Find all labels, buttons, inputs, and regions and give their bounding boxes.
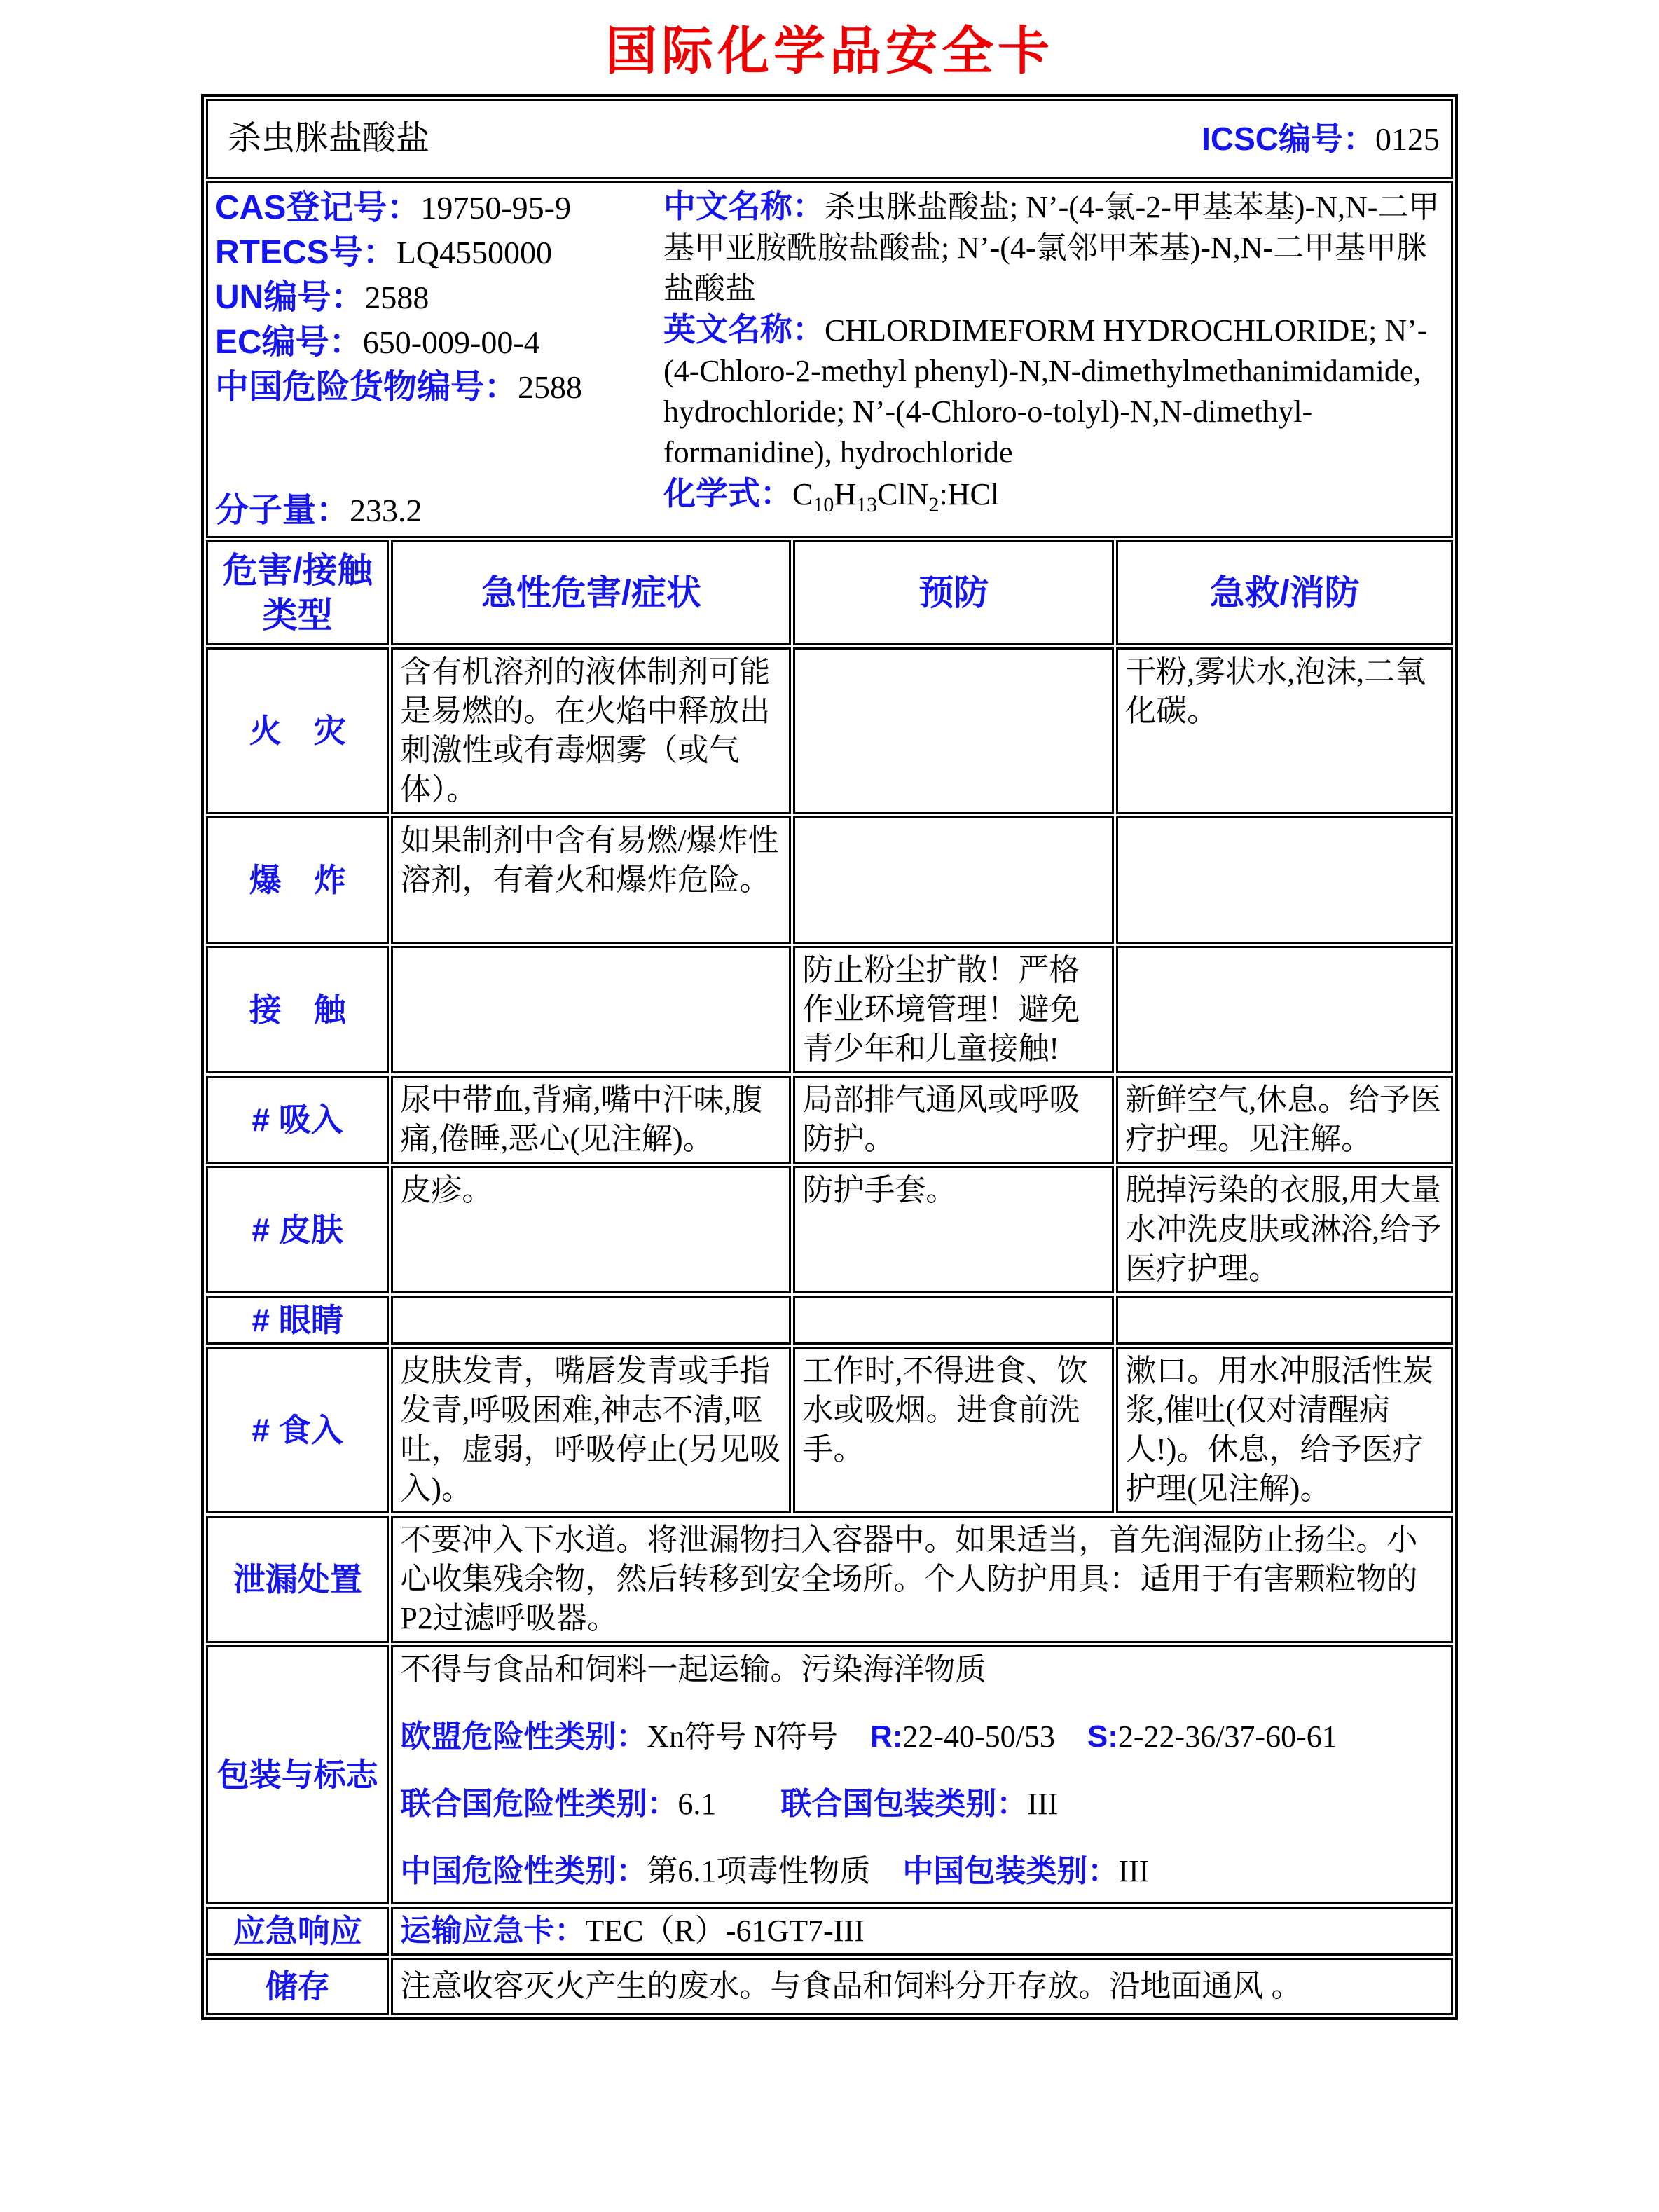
- substance-header-cell: [206, 99, 1453, 179]
- registry-fields: [215, 186, 663, 410]
- chinese-name-line: [663, 186, 1444, 309]
- storage-label: 储存: [206, 1958, 389, 2015]
- icsc-number: 0125: [1375, 121, 1440, 157]
- hazard-type-exposure: 接 触: [206, 946, 389, 1073]
- rtecs-value: LQ4550000: [396, 235, 553, 270]
- skin-prevention: 防护手套。: [793, 1166, 1114, 1293]
- names-block: [663, 186, 1444, 533]
- registry-numbers-block: [215, 186, 663, 533]
- hazard-row-skin: [206, 1166, 1453, 1293]
- eu-classification-line: [400, 1717, 1444, 1757]
- icsc-number-group: [1202, 119, 1444, 159]
- hazard-row-explosion: [206, 816, 1453, 944]
- packaging-label: 包装与标志: [206, 1645, 389, 1904]
- formula-subscript: 13: [856, 493, 878, 516]
- formula-part: ClN: [877, 477, 929, 511]
- page-title: 国际化学品安全卡: [605, 21, 1054, 81]
- un-class-value: 6.1: [677, 1787, 717, 1821]
- explosion-prevention: [793, 816, 1114, 944]
- inhalation-first-aid: 新鲜空气,休息。给予医疗护理。见注解。: [1116, 1076, 1453, 1164]
- hazard-type-explosion: 爆 炸: [206, 816, 389, 944]
- substance-header-row: [206, 99, 1453, 179]
- identification-layout: [215, 186, 1444, 533]
- chinese-name-value: 杀虫脒盐酸盐; N’-(4-氯-2-甲基苯基)-N,N-二甲基甲亚胺酰胺盐酸盐; N’-(4-氯邻甲苯基)-N,N-二甲基甲脒盐酸盐: [663, 190, 1440, 305]
- eu-class-value: Xn符号 N符号: [647, 1719, 838, 1754]
- formula-line: [663, 473, 1444, 525]
- inhalation-symptoms: 尿中带血,背痛,嘴中汗味,腹痛,倦睡,恶心(见注解)。: [391, 1076, 791, 1164]
- hazard-type-ingestion: # 食入: [206, 1347, 389, 1513]
- english-name-line: [663, 309, 1444, 473]
- eu-r-label: R:: [869, 1719, 903, 1754]
- rtecs-label: RTECS号：: [215, 234, 397, 271]
- eu-class-label: 欧盟危险性类别：: [400, 1719, 647, 1754]
- identification-row: [206, 181, 1453, 538]
- molecular-weight-value: 233.2: [350, 493, 422, 528]
- skin-first-aid: 脱掉污染的衣服,用大量水冲洗皮肤或淋浴,给予医疗护理。: [1116, 1166, 1453, 1293]
- molecular-weight-label: 分子量：: [215, 492, 350, 529]
- cn-class-value: 第6.1项毒性物质: [647, 1854, 871, 1888]
- chinese-name-label: 中文名称：: [663, 188, 825, 224]
- formula-subscript: 10: [813, 493, 834, 516]
- un-pack-label: 联合国包装类别：: [780, 1787, 1028, 1821]
- packaging-content: [391, 1645, 1453, 1904]
- english-name-label: 英文名称：: [663, 311, 825, 348]
- transport-card-label: 运输应急卡：: [400, 1914, 586, 1948]
- hazard-table-header-row: [206, 540, 1453, 645]
- eyes-first-aid: [1116, 1296, 1453, 1345]
- un-label: UN编号：: [215, 279, 365, 316]
- rtecs-field: [215, 231, 663, 275]
- cn-class-label: 中国危险性类别：: [400, 1854, 647, 1888]
- hazard-row-fire: [206, 647, 1453, 814]
- fire-symptoms: 含有机溶剂的液体制剂可能是易燃的。在火焰中释放出刺激性或有毒烟雾（或气体）。: [391, 647, 791, 814]
- explosion-first-aid: [1116, 816, 1453, 944]
- substance-name: 杀虫脒盐酸盐: [228, 120, 430, 157]
- ec-label: EC编号：: [215, 324, 363, 361]
- header-symptoms: 急性危害/症状: [391, 540, 791, 645]
- formula-part: :HCl: [939, 477, 1000, 511]
- hazard-type-eyes: # 眼睛: [206, 1296, 389, 1345]
- un-pack-value: III: [1027, 1787, 1059, 1821]
- un-class-label: 联合国危险性类别：: [400, 1787, 678, 1821]
- un-value: 2588: [364, 280, 429, 315]
- hazard-row-exposure: [206, 946, 1453, 1073]
- hazard-row-ingestion: [206, 1347, 1453, 1513]
- china-dg-field: [215, 365, 663, 410]
- cn-pack-value: III: [1118, 1854, 1150, 1888]
- cas-label: CAS登记号：: [215, 189, 421, 226]
- header-prevention: 预防: [793, 540, 1114, 645]
- packaging-transport-note: 不得与食品和饲料一起运输。污染海洋物质: [400, 1652, 986, 1687]
- molecular-weight-field: [215, 488, 663, 533]
- hazard-type-skin: # 皮肤: [206, 1166, 389, 1293]
- ingestion-symptoms: 皮肤发青，嘴唇发青或手指发青,呼吸困难,神志不清,呕吐，虚弱，呼吸停止(另见吸入)。: [391, 1347, 791, 1513]
- china-dg-value: 2588: [518, 369, 583, 405]
- china-dg-label: 中国危险货物编号：: [215, 369, 518, 406]
- exposure-first-aid: [1116, 946, 1453, 1073]
- spill-disposal-label: 泄漏处置: [206, 1516, 389, 1643]
- english-name-value: CHLORDIMEFORM HYDROCHLORIDE; N’-(4-Chloro-2-methyl phenyl)-N,N-dimethylmethanimidamide, hydrochloride; N’-(4-Chloro-o-tolyl)-N,N-dimethyl-formanidine), hydrochloride: [663, 313, 1428, 469]
- ingestion-first-aid: 漱口。用水冲服活性炭浆,催吐(仅对清醒病人!)。休息，给予医疗护理(见注解)。: [1116, 1347, 1453, 1513]
- exposure-prevention: 防止粉尘扩散！严格作业环境管理！避免青少年和儿童接触!: [793, 946, 1114, 1073]
- hazard-type-fire: 火 灾: [206, 647, 389, 814]
- inhalation-prevention: 局部排气通风或呼吸防护。: [793, 1076, 1114, 1164]
- skin-symptoms: 皮疹。: [391, 1166, 791, 1293]
- formula-subscript: 2: [928, 493, 939, 516]
- emergency-response-label: 应急响应: [206, 1907, 389, 1956]
- formula-label: 化学式：: [663, 475, 792, 511]
- hazard-row-inhalation: [206, 1076, 1453, 1164]
- eu-s-label: S:: [1087, 1719, 1118, 1754]
- safety-card-table: [201, 94, 1458, 2020]
- hazard-row-eyes: [206, 1296, 1453, 1345]
- chemical-formula: [792, 477, 1000, 516]
- ec-field: [215, 320, 663, 365]
- ingestion-prevention: 工作时,不得进食、饮水或吸烟。进食前洗手。: [793, 1347, 1114, 1513]
- emergency-response-row: [206, 1907, 1453, 1956]
- eyes-symptoms: [391, 1296, 791, 1345]
- un-field: [215, 275, 663, 320]
- emergency-response-content: [391, 1907, 1453, 1956]
- identification-cell: [206, 181, 1453, 538]
- hazard-type-inhalation: # 吸入: [206, 1076, 389, 1164]
- spill-disposal-row: [206, 1516, 1453, 1643]
- cn-classification-line: [400, 1852, 1444, 1891]
- spill-disposal-content: 不要冲入下水道。将泄漏物扫入容器中。如果适当，首先润湿防止扬尘。小心收集残余物，然后转移到安全场所。个人防护用具：适用于有害颗粒物的P2过滤呼吸器。: [391, 1516, 1453, 1643]
- eyes-prevention: [793, 1296, 1114, 1345]
- formula-part: C: [792, 477, 813, 511]
- storage-content: 注意收容灭火产生的废水。与食品和饲料分开存放。沿地面通风 。: [391, 1958, 1453, 2015]
- un-classification-line: [400, 1785, 1444, 1824]
- cas-field: [215, 186, 663, 231]
- header-first-aid: 急救/消防: [1116, 540, 1453, 645]
- eu-r-value: 22-40-50/53: [902, 1719, 1055, 1754]
- ec-value: 650-009-00-4: [362, 324, 540, 360]
- packaging-row: [206, 1645, 1453, 1904]
- exposure-symptoms: [391, 946, 791, 1073]
- formula-part: H: [834, 477, 857, 511]
- transport-card-value: TEC（R）-61GT7-III: [585, 1914, 865, 1948]
- explosion-symptoms: 如果制剂中含有易燃/爆炸性溶剂，有着火和爆炸危险。: [391, 816, 791, 944]
- cn-pack-label: 中国包装类别：: [902, 1854, 1119, 1888]
- fire-prevention: [793, 647, 1114, 814]
- cas-value: 19750-95-9: [420, 190, 571, 226]
- header-hazard-type: 危害/接触类型: [206, 540, 389, 645]
- icsc-label: ICSC编号：: [1202, 120, 1375, 157]
- fire-first-aid: 干粉,雾状水,泡沫,二氧化碳。: [1116, 647, 1453, 814]
- eu-s-value: 2-22-36/37-60-61: [1117, 1719, 1337, 1754]
- storage-row: [206, 1958, 1453, 2015]
